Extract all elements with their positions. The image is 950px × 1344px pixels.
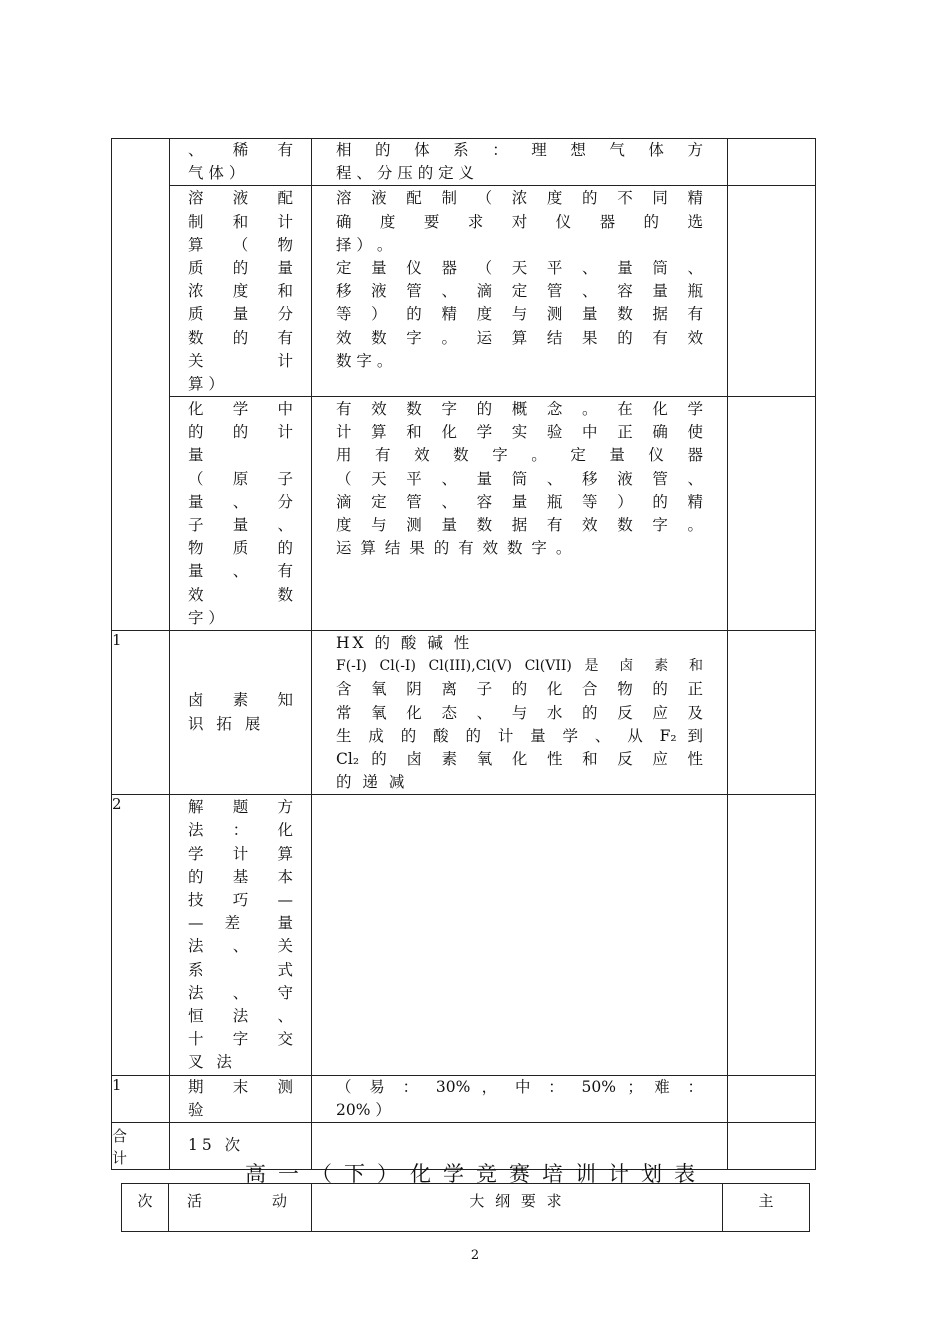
topic-line: （ 原 子	[188, 469, 293, 488]
header-count: 次	[122, 1184, 169, 1232]
syllabus-line: 择 ） 。	[336, 235, 393, 254]
topic-line: 气 体 ）	[188, 164, 245, 183]
syllabus-cell	[312, 397, 728, 631]
header-main: 主	[723, 1184, 810, 1232]
header-syllabus: 大 纲 要 求	[312, 1184, 723, 1232]
topic-line: 期 末 测	[188, 1077, 293, 1096]
syllabus-line: 计 算 和 化 学 实 验 中 正 确 使	[336, 423, 703, 442]
topic-cell	[170, 139, 312, 186]
page-number: 2	[470, 1248, 480, 1263]
topic-line: 的 的 计	[188, 423, 293, 442]
topic-line: 物 质 的	[188, 539, 293, 558]
row-number	[112, 1122, 170, 1169]
topic-line: — 差 量	[188, 914, 293, 933]
syllabus-line: 移 液 管 、 滴 定 管 、 容 量 瓶	[336, 282, 703, 301]
topic-line: 卤 素 知	[188, 691, 293, 710]
topic-line: 十 字 交	[188, 1030, 293, 1049]
topic-line: 识 拓 展	[188, 714, 265, 733]
row-number: 2	[112, 795, 170, 1075]
topic-line: 效 数	[188, 585, 293, 604]
topic-line: 算 （ 物	[188, 235, 293, 254]
syllabus-line: 等 ） 的 精 度 与 测 量 数 据 有	[336, 305, 703, 324]
syllabus-line: 有 效 数 字 的 概 念 。 在 化 学	[336, 400, 703, 419]
topic-line: 子 量 、	[188, 516, 293, 534]
syllabus-line: （ 天 平 、 量 筒 、 移 液 管 、	[336, 469, 703, 488]
topic-cell	[170, 186, 312, 397]
notes-cell	[728, 630, 816, 794]
table-row	[112, 795, 816, 1075]
topic-line: 质 的 量	[188, 258, 293, 277]
topic-line: 制 和 计	[188, 212, 293, 231]
syllabus-line: 度 与 测 量 数 据 有 效 数 字 。	[336, 516, 703, 534]
notes-cell	[728, 1075, 816, 1122]
total-label: 合 计	[112, 1126, 128, 1167]
syllabus-line: 定 量 仪 器 （ 天 平 、 量 筒 、	[336, 258, 703, 277]
table-row	[112, 630, 816, 794]
table-row	[112, 139, 816, 186]
topic-line: 关 计	[188, 351, 293, 370]
header-activity-label: 活 动	[187, 1192, 287, 1210]
topic-line: 的 基 本	[188, 867, 293, 886]
syllabus-cell	[312, 795, 728, 1075]
row-number	[112, 139, 170, 631]
syllabus-line: 滴 定 管 、 容 量 瓶 等 ） 的 精	[336, 492, 703, 511]
topic-line: 验	[188, 1100, 204, 1119]
syllabus-line: HX 的 酸 碱 性	[336, 633, 473, 652]
topic-line: 算 ）	[188, 374, 224, 393]
syllabus-line: 确 度 要 求 对 仪 器 的 选	[336, 212, 703, 231]
notes-cell	[728, 1122, 816, 1169]
topic-line: 化 学 中	[188, 400, 293, 419]
topic-line: 法 、 关	[188, 937, 293, 956]
syllabus-cell	[312, 139, 728, 186]
topic-line: 浓 度 和	[188, 282, 293, 301]
syllabus-line: （ 易 ： 30% ， 中 ： 50% ； 难 ：	[336, 1077, 703, 1096]
syllabus-line: 相 的 体 系 ： 理 想 气 体 方	[336, 141, 703, 159]
notes-cell	[728, 397, 816, 631]
topic-cell	[170, 630, 312, 794]
syllabus-line: 程 、 分 压 的 定 义	[336, 164, 475, 183]
topic-cell	[170, 795, 312, 1075]
topic-line: 解 题 方	[188, 798, 293, 817]
topic-line: 字 ）	[188, 608, 224, 627]
topic-line: 学 计 算	[188, 844, 293, 863]
syllabus-line: 含 氧 阴 离 子 的 化 合 物 的 正	[336, 680, 703, 699]
page-title: 高 一 （ 下 ） 化 学 竞 赛 培 训 计 划 表	[245, 1162, 695, 1186]
syllabus-line: 溶 液 配 制 （ 浓 度 的 不 同 精	[336, 189, 703, 208]
syllabus-line: 20% ）	[336, 1100, 391, 1119]
table-row	[122, 1184, 810, 1232]
topic-cell	[170, 397, 312, 631]
topic-line: 量 、 有	[188, 562, 293, 581]
topic-line: 法 ： 化	[188, 821, 293, 840]
syllabus-line: 的 递 减	[336, 773, 408, 792]
topic-line: 溶 液 配	[188, 189, 293, 208]
table-row	[112, 186, 816, 397]
training-plan-table	[111, 138, 816, 1170]
notes-cell	[728, 186, 816, 397]
row-number: 1	[112, 1075, 170, 1122]
topic-line: 恒 法 、	[188, 1006, 293, 1025]
topic-line: 15 次	[188, 1136, 245, 1155]
topic-line: 叉 法	[188, 1053, 236, 1072]
notes-cell	[728, 139, 816, 186]
plan-header-table	[121, 1183, 810, 1232]
syllabus-line: 效 数 字 。 运 算 结 果 的 有 效	[336, 328, 703, 347]
notes-cell	[728, 795, 816, 1075]
syllabus-line: 生 成 的 酸 的 计 量 学 、 从 F₂ 到	[336, 726, 703, 745]
syllabus-line: Cl₂ 的 卤 素 氧 化 性 和 反 应 性	[336, 749, 703, 768]
syllabus-cell	[312, 186, 728, 397]
table-row	[112, 397, 816, 631]
syllabus-line: F(-I) Cl(-I) Cl(III),Cl(V) Cl(VII) 是 卤 素 和	[336, 658, 703, 675]
topic-line: 、 稀 有	[188, 141, 293, 159]
syllabus-cell	[312, 630, 728, 794]
syllabus-cell	[312, 1075, 728, 1122]
topic-line: 技 巧 —	[188, 891, 293, 909]
syllabus-line: 常 氧 化 态 、 与 水 的 反 应 及	[336, 703, 703, 722]
table-row	[112, 1075, 816, 1122]
topic-line: 量	[188, 446, 204, 465]
topic-line: 法 、 守	[188, 983, 293, 1002]
topic-cell	[170, 1075, 312, 1122]
topic-line: 数 的 有	[188, 328, 293, 347]
topic-line: 系 式	[188, 960, 293, 979]
syllabus-line: 数 字 。	[336, 351, 393, 370]
topic-line: 量 、 分	[188, 492, 293, 511]
row-number: 1	[112, 630, 170, 794]
header-activity	[169, 1184, 312, 1232]
topic-line: 质 量 分	[188, 305, 293, 324]
syllabus-line: 用 有 效 数 字 。 定 量 仪 器	[336, 446, 703, 465]
syllabus-line: 运 算 结 果 的 有 效 数 字 。	[336, 539, 574, 558]
